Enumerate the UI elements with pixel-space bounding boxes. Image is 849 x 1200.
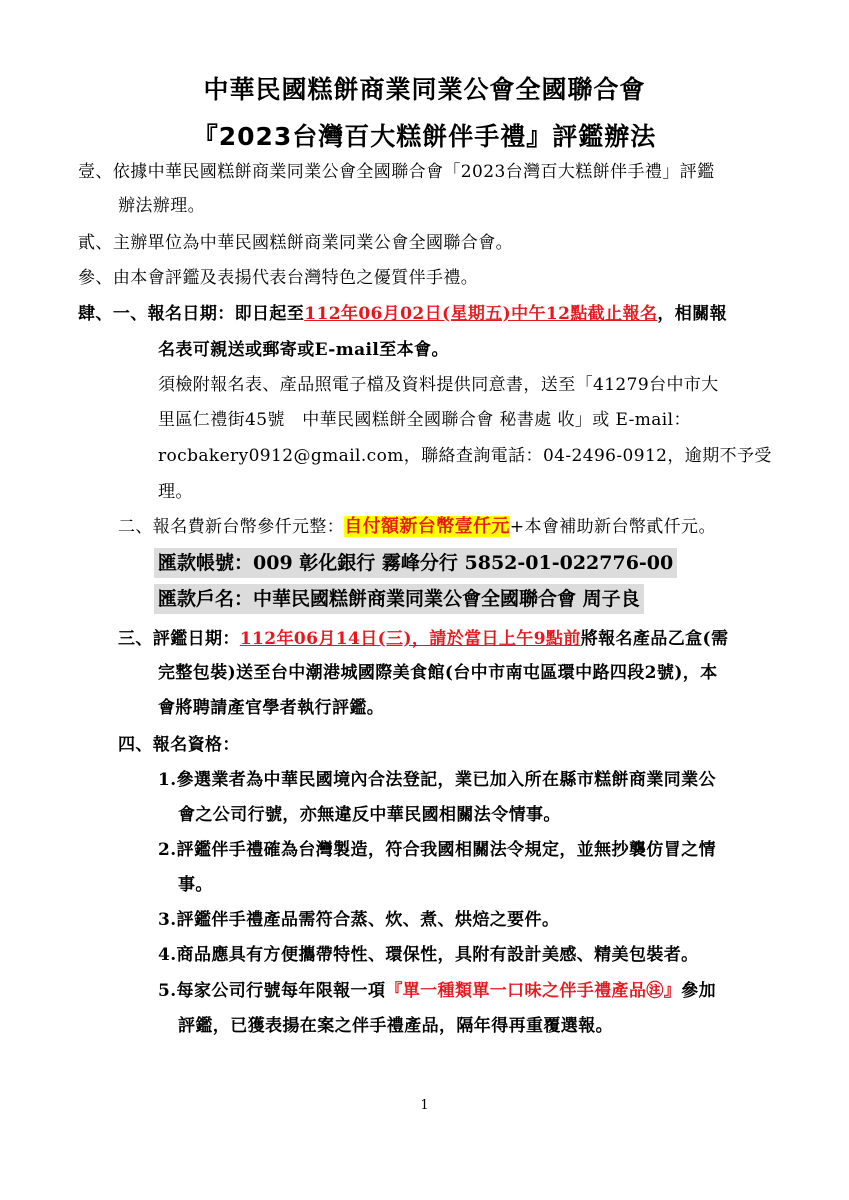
item-1-line2: 名表可親送或郵寄或E-mail至本會。 <box>158 340 449 360</box>
section-2-label: 貳、 <box>78 233 113 253</box>
bank-account-name: 匯款戶名：中華民國糕餅商業同業公會全國聯合會 周子良 <box>154 584 644 614</box>
evaluation-date: 112年06月14日(三)，請於當日上午9點前 <box>239 629 581 649</box>
item-1 <box>78 302 727 326</box>
page-number: 1 <box>420 1098 429 1113</box>
item-3-line3: 會將聘請產官學者執行評鑑。 <box>158 698 385 718</box>
section-4-label: 肆、 <box>78 304 113 324</box>
section-1-cont: 辦法辦理。 <box>118 196 205 216</box>
document-subtitle: 『2023台灣百大糕餅伴手禮』評鑑辦法 <box>192 122 657 151</box>
qualification-5-cont: 評鑑，已獲表揚在案之伴手禮產品，隔年得再重覆選報。 <box>178 1016 613 1036</box>
item-2-text: 二、報名費新台幣參仟元整： <box>118 517 345 537</box>
item-1-line5: rocbakery0912@gmail.com，聯絡查詢電話：04-2496-0912，逾期不予受 <box>158 446 772 466</box>
item-1-text: 報名日期：即日起至 <box>147 304 305 324</box>
item-3 <box>118 627 728 651</box>
item-1-text-tail: ，相關報 <box>657 304 727 324</box>
item-3-line2: 完整包裝)送至台中潮港城國際美食館(台中市南屯區環中路四段2號)，本 <box>158 663 718 683</box>
item-4-heading: 四、報名資格： <box>118 735 240 755</box>
section-1-label: 壹、 <box>78 162 113 182</box>
section-3-label: 參、 <box>78 268 113 288</box>
qualification-1: 1.參選業者為中華民國境內合法登記，業已加入所在縣市糕餅商業同業公 <box>158 770 716 790</box>
item-2 <box>118 515 716 539</box>
qualification-3: 3.評鑑伴手禮產品需符合蒸、炊、煮、烘焙之要件。 <box>158 910 560 930</box>
item-3-text-tail: 將報名產品乙盒(需 <box>580 629 729 649</box>
qualification-4: 4.商品應具有方便攜帶特性、環保性，具附有設計美感、精美包裝者。 <box>158 945 699 965</box>
item-1-label: 一、 <box>112 304 148 324</box>
section-3 <box>78 266 478 290</box>
item-1-line3: 須檢附報名表、產品照電子檔及資料提供同意書，送至「41279台中市大 <box>158 375 719 395</box>
section-1 <box>78 160 714 184</box>
section-2 <box>78 231 513 255</box>
qualification-2-cont: 事。 <box>178 875 213 895</box>
section-2-text: 主辦單位為中華民國糕餅商業同業公會全國聯合會。 <box>112 233 514 253</box>
single-product-rule: 『單一種類單一口味之伴手禮產品㊟』 <box>385 981 682 1001</box>
item-2-text-tail: +本會補助新台幣貳仟元。 <box>509 517 716 537</box>
qualification-5 <box>158 979 716 1003</box>
qualification-1-cont: 會之公司行號，亦無違反中華民國相關法令情事。 <box>178 805 561 825</box>
item-1-line6: 理。 <box>158 482 193 502</box>
section-3-text: 由本會評鑑及表揚代表台灣特色之優質伴手禮。 <box>112 268 479 288</box>
document-title: 中華民國糕餅商業同業公會全國聯合會 <box>203 75 646 104</box>
bank-account: 匯款帳號：009 彰化銀行 霧峰分行 5852-01-022776-00 <box>154 548 677 578</box>
self-pay-highlight: 自付額新台幣壹仟元 <box>344 516 510 537</box>
section-1-text: 依據中華民國糕餅商業同業公會全國聯合會「2023台灣百大糕餅伴手禮」評鑑 <box>112 162 715 182</box>
qualification-5-text: 5.每家公司行號每年限報一項 <box>158 981 386 1001</box>
registration-deadline: 112年06月02日(星期五)中午12點截止報名 <box>304 304 658 324</box>
qualification-5-text-tail: 參加 <box>681 981 716 1001</box>
qualification-2: 2.評鑑伴手禮確為台灣製造，符合我國相關法令規定，並無抄襲仿冒之情 <box>158 840 716 860</box>
item-3-text: 三、評鑑日期： <box>118 629 240 649</box>
item-1-line4: 里區仁禮街45號 中華民國糕餅全國聯合會 秘書處 收」或 E-mail： <box>158 410 691 430</box>
